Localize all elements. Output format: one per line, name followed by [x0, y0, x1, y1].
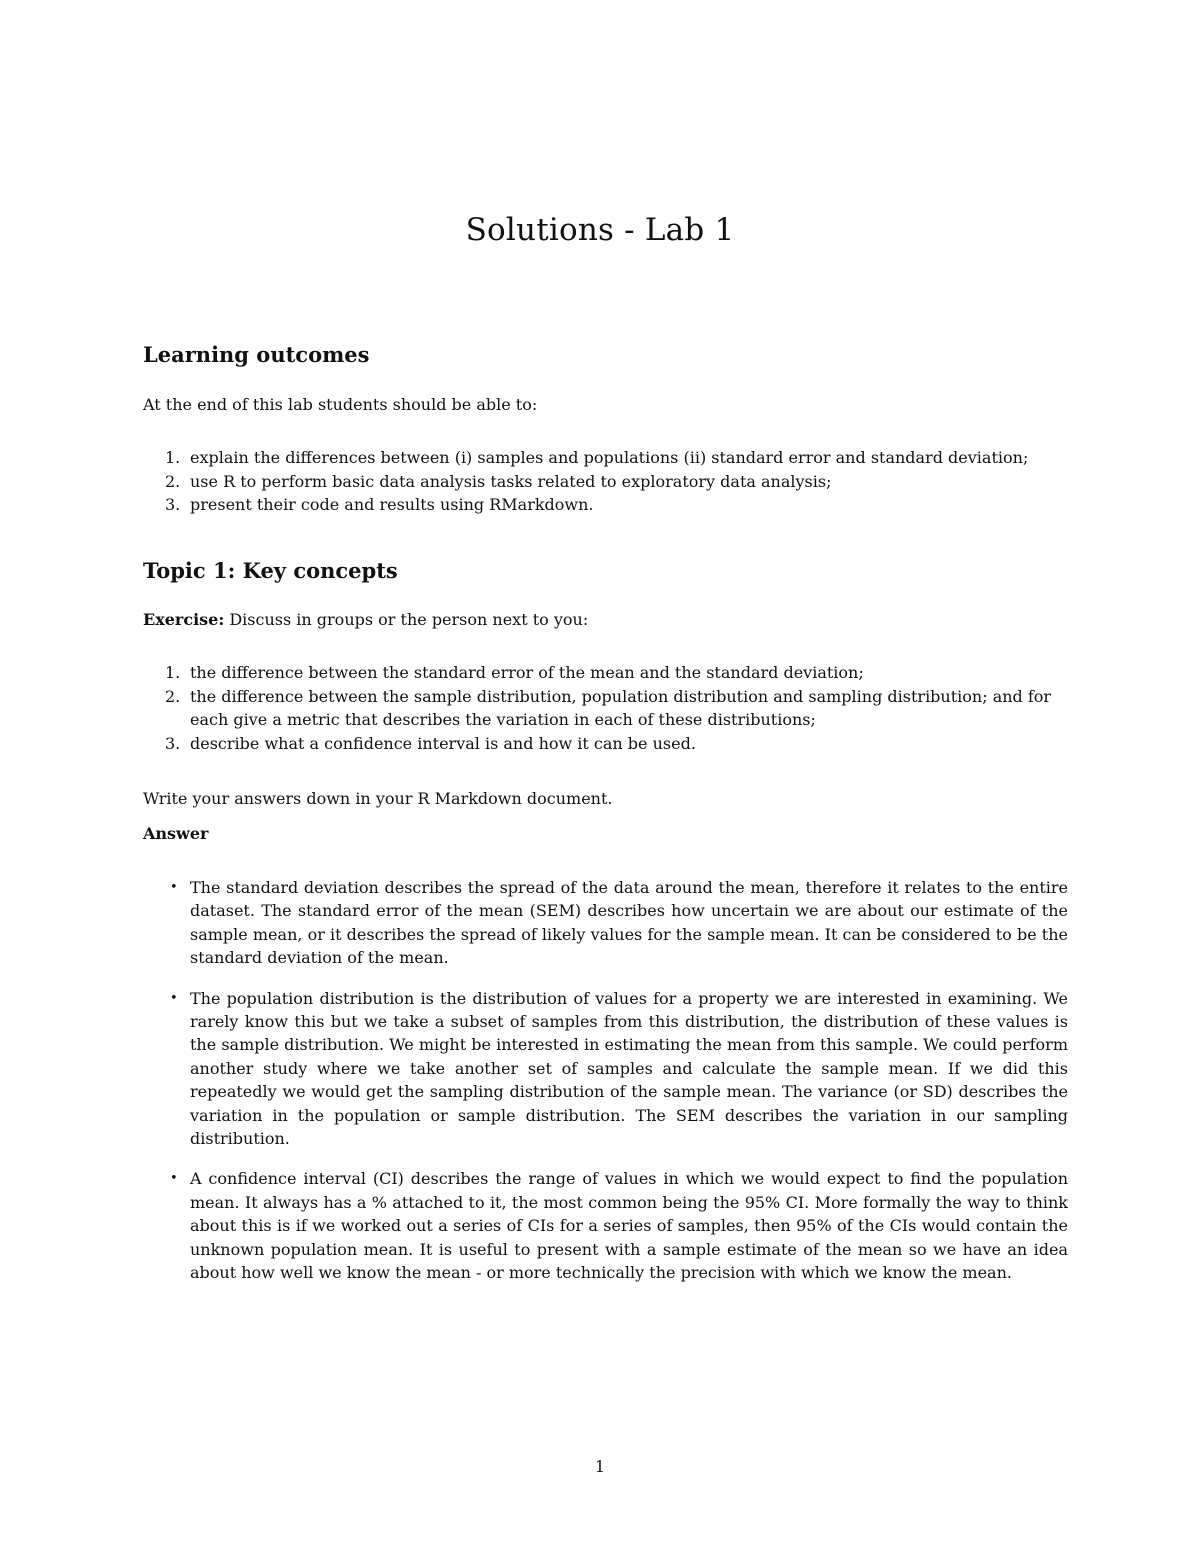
learning-intro: At the end of this lab students should be able to:: [143, 395, 538, 414]
list-item: [143, 470, 1073, 494]
list-item-text: use R to perform basic data analysis tasks related to exploratory data analysis;: [190, 471, 832, 491]
answer-item: [143, 1167, 1068, 1284]
answer-item: [143, 876, 1068, 970]
list-number: 3.: [165, 733, 181, 753]
bullet-icon: •: [170, 1171, 178, 1187]
answer-list: [143, 876, 1068, 1302]
exercise-label: Exercise:: [143, 610, 225, 629]
list-item: [143, 493, 1073, 517]
list-item: [143, 446, 1073, 470]
page-title: Solutions - Lab 1: [465, 212, 735, 248]
exercise-list: [143, 661, 1073, 755]
list-item-text: describe what a confidence interval is and how it can be used.: [190, 733, 696, 753]
list-item: [143, 661, 1073, 685]
list-item-text: the difference between the standard error of the mean and the standard deviation;: [190, 663, 864, 682]
page-number: 1: [594, 1457, 606, 1476]
list-item: [143, 685, 1073, 732]
list-number: 2.: [165, 471, 181, 491]
list-item: [143, 732, 1073, 756]
bullet-icon: •: [170, 990, 178, 1006]
learning-outcomes-list: [143, 446, 1073, 517]
list-item-text: explain the differences between (i) samples and populations (ii) standard error and standard deviation;: [190, 448, 1029, 467]
exercise-paragraph: [143, 608, 1063, 632]
answer-heading: Answer: [143, 824, 209, 843]
answer-text: A confidence interval (CI) describes the range of values in which we would expect to find the population mean. It always has a % attached to it, the most common being the 95% CI. More formally the way to think about this is if we worked out a series of CIs for a series of samples, then 95% of the CIs would contain the unknown population mean. It is useful to present with a sample estimate of the mean so we have an idea about how well we know the mean - or more technically the precision with which we know the mean.: [190, 1169, 1068, 1283]
list-item-text: the difference between the sample distribution, population distribution and sampling distribution; and for each give a metric that describes the variation in each of these distributions;: [190, 686, 1052, 729]
exercise-text: Discuss in groups or the person next to you:: [224, 610, 589, 629]
list-number: 1.: [165, 448, 181, 467]
section-heading-learning-outcomes: Learning outcomes: [143, 342, 370, 367]
list-item-text: present their code and results using RMarkdown.: [190, 495, 594, 514]
answer-item: [143, 987, 1068, 1151]
bullet-icon: •: [170, 880, 178, 895]
section-heading-topic-1: Topic 1: Key concepts: [143, 558, 398, 583]
list-number: 1.: [165, 663, 181, 682]
write-instruction: Write your answers down in your R Markdown document.: [143, 789, 613, 808]
answer-text: The standard deviation describes the spread of the data around the mean, therefore it relates to the entire dataset. The standard error of the mean (SEM) describes how uncertain we are about our estimate of the sample mean, or it describes the spread of likely values for the sample mean. It can be considered to be the standard deviation of the mean.: [190, 878, 1068, 968]
list-number: 3.: [165, 495, 181, 514]
list-number: 2.: [165, 686, 181, 706]
answer-text: The population distribution is the distribution of values for a property we are interested in examining. We rarely know this but we take a subset of samples from this distribution, the distribution of these values is the sample distribution. We might be interested in estimating the mean from this sample. We could perform another study where we take another set of samples and calculate the sample mean. If we did this repeatedly we would get the sampling distribution of the sample mean. The variance (or SD) describes the variation in the population or sample distribution. The SEM describes the variation in our sampling distribution.: [190, 988, 1068, 1149]
